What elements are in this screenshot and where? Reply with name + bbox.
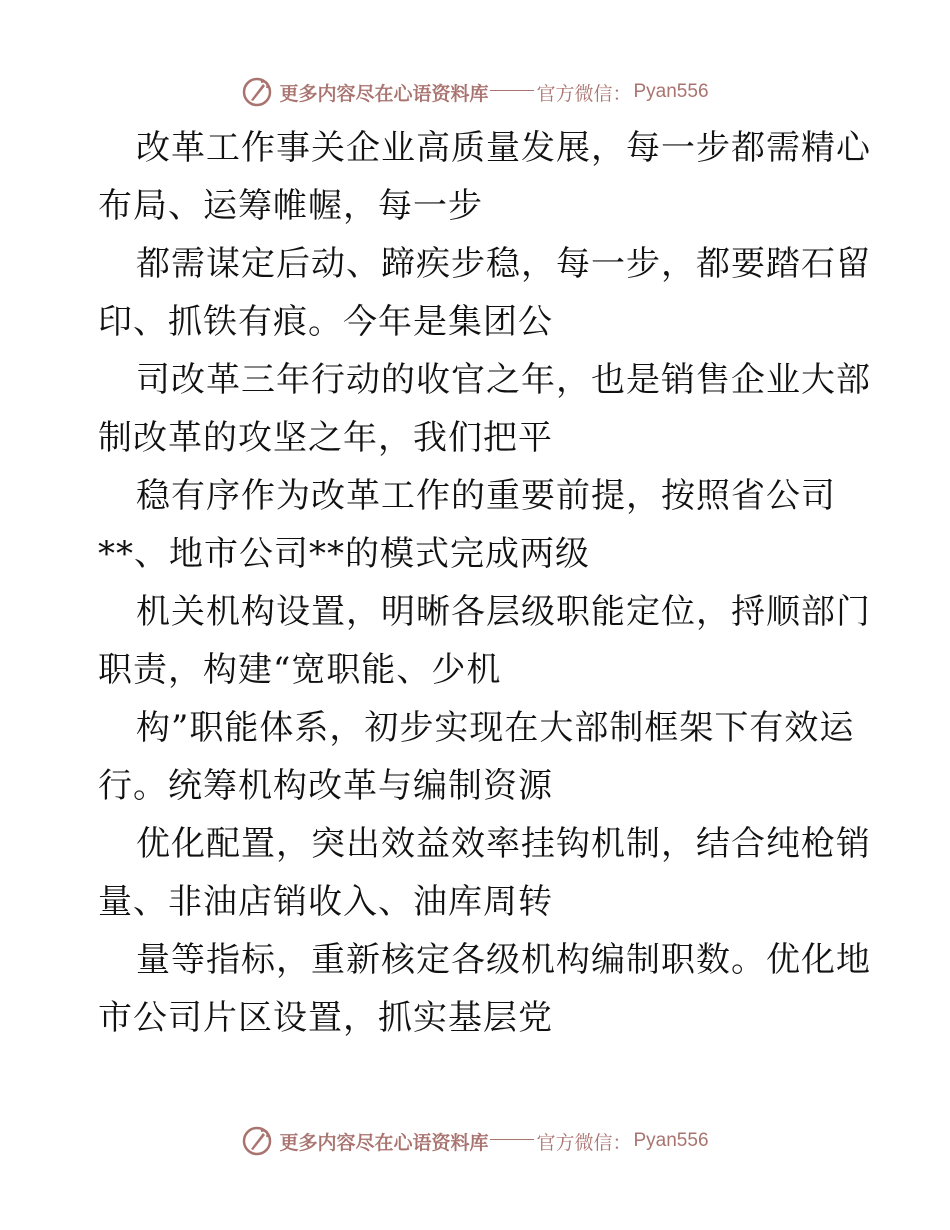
body-line: **、地市公司**的模式完成两级	[98, 534, 590, 574]
quill-logo-icon	[241, 76, 273, 108]
body-line: 改革工作事关企业高质量发展，每一步都需精心	[136, 128, 871, 168]
body-line: 市公司片区设置，抓实基层党	[98, 998, 553, 1038]
body-line: 布局、运筹帷幄，每一步	[98, 186, 483, 226]
header-watermark	[0, 72, 950, 112]
body-line: 行。统筹机构改革与编制资源	[98, 766, 553, 806]
watermark-wechat-id: Pyan556	[633, 81, 709, 102]
watermark-dash	[490, 90, 534, 91]
watermark-label: 官方微信：	[536, 1131, 632, 1154]
body-line: 司改革三年行动的收官之年，也是销售企业大部	[136, 360, 871, 400]
watermark-label: 官方微信：	[536, 82, 632, 105]
watermark-wechat-id: Pyan556	[633, 1130, 709, 1151]
body-line: 量、非油店销收入、油库周转	[98, 882, 553, 922]
body-line: 都需谋定后动、蹄疾步稳，每一步，都要踏石留	[136, 244, 871, 284]
body-line: 职责，构建“宽职能、少机	[98, 650, 502, 690]
body-line: 稳有序作为改革工作的重要前提，按照省公司	[136, 476, 836, 516]
watermark-brand: 更多内容尽在心语资料库	[279, 1131, 489, 1154]
body-line: 优化配置，突出效益效率挂钩机制，结合纯枪销	[136, 824, 871, 864]
footer-watermark	[0, 1121, 950, 1161]
watermark-brand: 更多内容尽在心语资料库	[279, 82, 489, 105]
body-line: 制改革的攻坚之年，我们把平	[98, 418, 553, 458]
body-line: 机关机构设置，明晰各层级职能定位，捋顺部门	[136, 592, 871, 632]
body-line: 量等指标，重新核定各级机构编制职数。优化地	[136, 940, 871, 980]
body-line: 印、抓铁有痕。今年是集团公	[98, 302, 553, 342]
quill-logo-icon	[241, 1125, 273, 1157]
watermark-dash	[490, 1139, 534, 1140]
body-line: 构”职能体系，初步实现在大部制框架下有效运	[136, 708, 855, 748]
